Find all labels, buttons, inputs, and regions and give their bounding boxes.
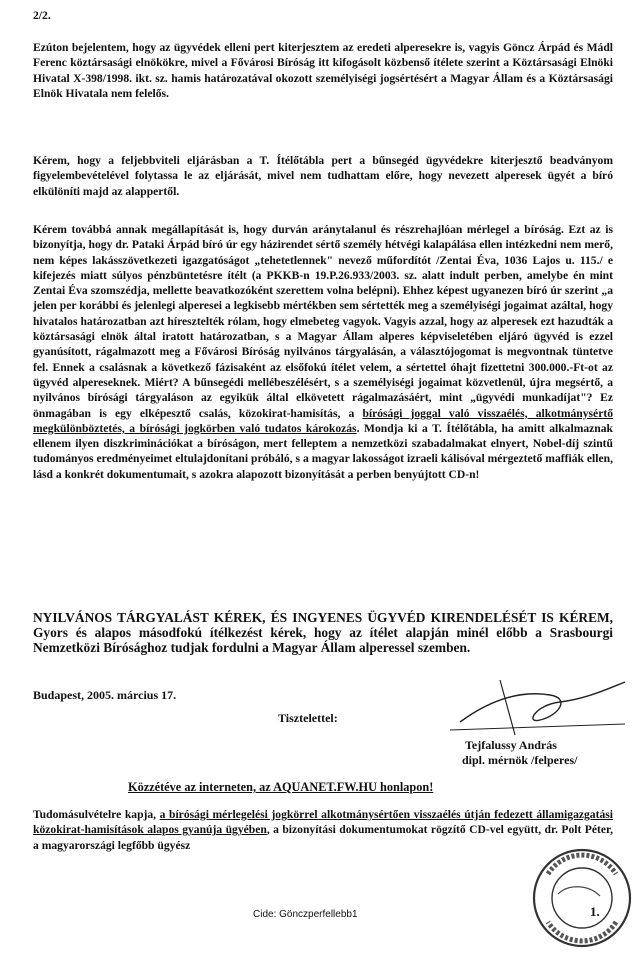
official-stamp-seal — [528, 844, 636, 952]
underlined-suspicion: a bírósági mérlegelési jogkörrel alkotmánysértően visszaélés útján fedezett államigazgatási közokirat-hamisítások alapos gyanúja ügyében — [33, 808, 613, 837]
stamp-number: 1. — [590, 904, 600, 919]
file-footer: Cide: Gönczperfellebb1 — [253, 909, 358, 920]
closing-greeting: Tisztelettel: — [278, 711, 338, 725]
paragraph-body-end: . Mondja ki a T. Ítélőtábla, ha amitt alkalmaznak ellenem ilyen diszkriminációkat a bíróságon, mert felleptem a nemzetközi szabadalmakat elnyert, Nobel-díj szintű tudományos eredményeimet eltulajdonítani próbáló, s a magyar lakosságot izraeli kálisóval mérgeztető maffiák ellen, lásd a konkrét dokumentumait, s azokra alapozott bizonyítását a perben benyújtott CD-n! — [33, 421, 613, 481]
paragraph-public-hearing-request: NYILVÁNOS TÁRGYALÁST KÉREK, ÉS INGYENES ÜGYVÉD KIRENDELÉSÉT IS KÉREM, Gyors és alapos másodfokú ítélkezést kérek, hogy az ítélet alapján minél előbb a Srasbourgi Nemzetközi Bírósághoz tudjak fordulni a Magyar Állam alperessel szemben. — [33, 610, 613, 655]
page-number: 2/2. — [33, 9, 51, 22]
paragraph-notification — [33, 807, 613, 853]
place-and-date: Budapest, 2005. március 17. — [33, 688, 177, 702]
notification-start: Tudomásulvételre kapja, — [33, 808, 160, 821]
handwritten-signature — [440, 660, 630, 750]
published-note: Közzétéve az interneten, az AQUANET.FW.HU honlapon! — [128, 780, 434, 794]
notification-end: , a bizonyítási dokumentumokat rögzítő CD-vel együtt, dr. Polt Péter, a magyarországi legfőbb ügyész — [33, 823, 613, 852]
paragraph-appeal-request: Kérem, hogy a feljebbviteli eljárásban a T. Ítélőtábla pert a bűnsegéd ügyvédekre kiterjesztő beadványom figyelembevételével folytassa le az eljárását, mivel nem tudhattam előre, hogy nevezett alperesek ügyét a bíró elkülöníti majd az alappertől. — [33, 154, 613, 198]
signer-title: dipl. mérnök /felperes/ — [462, 753, 578, 767]
signer-name: Tejfalussy András — [465, 738, 557, 752]
paragraph-extension-of-lawsuit: Ezúton bejelentem, hogy az ügyvédek elleni pert kiterjesztem az eredeti alperesekre is, vagyis Göncz Árpád és Mádl Ferenc köztársasági elnökökre, mivel a Fővárosi Bíróság itt kifogásolt közbenső ítélete szerint a Köztársasági Elnöki Hivatal X-398/1998. ikt. sz. hamis határozatával okozott személyiségi jogsértésért a Magyar Állam és a Köztársasági Elnök Hivatala nem felelős. — [33, 41, 613, 100]
paragraph-disproportionate-judgment — [33, 222, 613, 482]
paragraph-body: Kérem továbbá annak megállapítását is, hogy durván aránytalanul és részrehajlóan mérlegel a bíróság. Ezt az is bizonyítja, hogy dr. Pataki Árpád bíró úr egy házirendet sértő személy hétvégi kalapálása ellen intézkedni nem merő, nem képes lakásszövetkezeti igazgatóságot „tehetetlennek" nevező műfordítót /Zentai Éva, 1036 Lajos u. 115./ e kifejezés miatt súlyos pénzbüntetésre ítélt (a PKKB-n 19.P.26.933/2003. sz. alatt indult perben, amelybe én mint Zentai Éva szomszédja, mellette beavatkozóként szerettem volna belépni). Ehhez képest ugyanezen bíró úr szerint „a jelen per korábbi és jelenlegi alperesei a legkisebb mértékben sem sértették meg a személyiségi jogaimat azáltal, hogy hivatalos határozatban azt híresztelték rólam, hogy elmebeteg vagyok. Vagyis azzal, hogy az alperesek ezt hazudták a köztársasági elnök által iratott határozatban, s a Magyar Állam alperes képviseletében eljáró ügyvéd is ezzel gyanúsított, rágalmazott meg a Fővárosi Bíróság nyilvános tárgyalásán, a választójogomat is megvontnak tüntetve fel. Ennek a csalásnak a következő fázisaként az elsőfokú ítélet velem, a sértettel óhajt fizettetni 300.000.-Ft-ot az ügyvéd alpereseknek. Miért? A bűnsegédi mellébeszélésért, s a személyiségi jogaimat közvetlenül, újra megsértő, a nyilvános bírósági tárgyaláson az egyikük által elkövetett rágalmazásáért, mint „ügyvédi munkadíjat"? Ez önmagában is egy elképesztő csalás, közokirat-hamisítás, a — [33, 223, 613, 420]
underlined-accusation: bírósági joggal való visszaélés, alkotmánysértő megkülönböztetés, a bírósági jogkörben való tudatos károkozás — [33, 406, 614, 435]
